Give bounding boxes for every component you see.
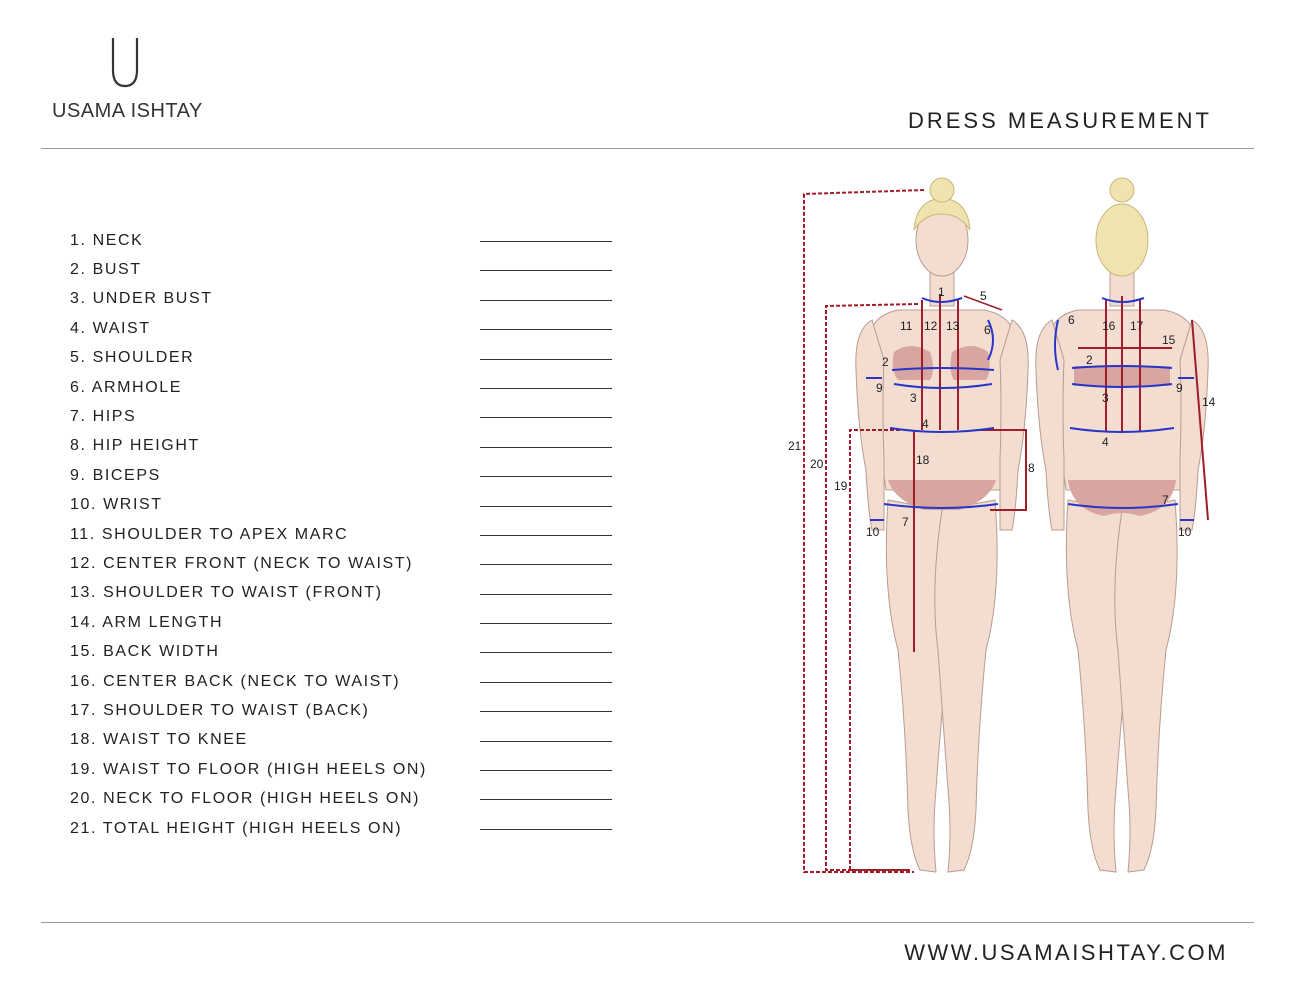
measurement-row bbox=[70, 755, 630, 784]
measurement-row bbox=[70, 344, 630, 373]
measurement-row bbox=[70, 432, 630, 461]
measurement-row bbox=[70, 579, 630, 608]
back-label-7: 7 bbox=[1162, 493, 1169, 507]
brand-monogram-icon bbox=[95, 30, 155, 94]
measurement-label: 19. WAIST TO FLOOR (HIGH HEELS ON) bbox=[70, 760, 427, 778]
measurement-row bbox=[70, 373, 630, 402]
measurement-label: 11. SHOULDER TO APEX MARC bbox=[70, 525, 349, 543]
measurement-row bbox=[70, 667, 630, 696]
measurement-label: 17. SHOULDER TO WAIST (BACK) bbox=[70, 701, 370, 719]
measurement-blank[interactable] bbox=[480, 623, 612, 624]
measurement-blank[interactable] bbox=[480, 770, 612, 771]
back-label-2: 2 bbox=[1086, 353, 1093, 367]
measurement-row bbox=[70, 814, 630, 843]
measurement-list bbox=[70, 226, 630, 843]
front-figure bbox=[788, 178, 1035, 872]
measurement-blank[interactable] bbox=[480, 447, 612, 448]
measurement-label: 3. UNDER BUST bbox=[70, 290, 213, 308]
measurement-figure bbox=[780, 170, 1240, 890]
back-label-16: 16 bbox=[1102, 319, 1116, 333]
measurement-row bbox=[70, 461, 630, 490]
back-label-4: 4 bbox=[1102, 435, 1109, 449]
front-label-13: 13 bbox=[946, 319, 960, 333]
front-label-18: 18 bbox=[916, 453, 930, 467]
measurement-label: 14. ARM LENGTH bbox=[70, 613, 224, 631]
measurement-label: 6. ARMHOLE bbox=[70, 378, 183, 396]
measurement-row bbox=[70, 696, 630, 725]
front-label-19: 19 bbox=[834, 479, 848, 493]
footer-divider bbox=[41, 922, 1254, 923]
measurement-label: 4. WAIST bbox=[70, 319, 151, 337]
measurement-row bbox=[70, 491, 630, 520]
front-label-1: 1 bbox=[938, 285, 945, 299]
measurement-row bbox=[70, 726, 630, 755]
measurement-blank[interactable] bbox=[480, 476, 612, 477]
measurement-blank[interactable] bbox=[480, 241, 612, 242]
measurement-row bbox=[70, 255, 630, 284]
measurement-label: 15. BACK WIDTH bbox=[70, 643, 220, 661]
header-divider bbox=[41, 148, 1254, 149]
front-label-20: 20 bbox=[810, 457, 824, 471]
measurement-row bbox=[70, 402, 630, 431]
measurement-blank[interactable] bbox=[480, 300, 612, 301]
front-label-5: 5 bbox=[980, 289, 987, 303]
brand-name: USAMA ISHTAY bbox=[52, 100, 203, 122]
front-label-2: 2 bbox=[882, 355, 889, 369]
measurement-blank[interactable] bbox=[480, 535, 612, 536]
measurement-blank[interactable] bbox=[480, 388, 612, 389]
front-label-9: 9 bbox=[876, 381, 883, 395]
back-label-15: 15 bbox=[1162, 333, 1176, 347]
website-url: WWW.USAMAISHTAY.COM bbox=[904, 940, 1228, 965]
measurement-row bbox=[70, 608, 630, 637]
measurement-label: 7. HIPS bbox=[70, 408, 137, 426]
measurement-blank[interactable] bbox=[480, 799, 612, 800]
back-label-14: 14 bbox=[1202, 395, 1216, 409]
measurement-label: 21. TOTAL HEIGHT (HIGH HEELS ON) bbox=[70, 819, 403, 837]
page-title: DRESS MEASUREMENT bbox=[907, 108, 1212, 133]
measurement-label: 1. NECK bbox=[70, 231, 144, 249]
measurement-blank[interactable] bbox=[480, 594, 612, 595]
front-label-6: 6 bbox=[984, 323, 991, 337]
front-label-21: 21 bbox=[788, 439, 802, 453]
measurement-row bbox=[70, 314, 630, 343]
back-figure bbox=[1036, 178, 1216, 872]
measurement-label: 13. SHOULDER TO WAIST (FRONT) bbox=[70, 584, 383, 602]
measurement-label: 2. BUST bbox=[70, 261, 142, 279]
measurement-row bbox=[70, 549, 630, 578]
measurement-row bbox=[70, 520, 630, 549]
measurement-label: 18. WAIST TO KNEE bbox=[70, 731, 248, 749]
measurement-blank[interactable] bbox=[480, 329, 612, 330]
measurement-label: 9. BICEPS bbox=[70, 466, 161, 484]
front-label-12: 12 bbox=[924, 319, 938, 333]
measurement-blank[interactable] bbox=[480, 359, 612, 360]
measurement-blank[interactable] bbox=[480, 417, 612, 418]
measurement-row bbox=[70, 226, 630, 255]
front-label-11: 11 bbox=[900, 319, 913, 333]
back-label-9: 9 bbox=[1176, 381, 1183, 395]
measurement-blank[interactable] bbox=[480, 682, 612, 683]
measurement-row bbox=[70, 285, 630, 314]
front-label-7: 7 bbox=[902, 515, 909, 529]
measurement-label: 12. CENTER FRONT (NECK TO WAIST) bbox=[70, 554, 414, 572]
back-label-10: 10 bbox=[1178, 525, 1192, 539]
front-label-10: 10 bbox=[866, 525, 880, 539]
measurement-label: 20. NECK TO FLOOR (HIGH HEELS ON) bbox=[70, 790, 421, 808]
front-label-3: 3 bbox=[910, 391, 917, 405]
back-label-17: 17 bbox=[1130, 319, 1144, 333]
measurement-row bbox=[70, 637, 630, 666]
measurement-blank[interactable] bbox=[480, 506, 612, 507]
measurement-label: 5. SHOULDER bbox=[70, 349, 195, 367]
measurement-label: 8. HIP HEIGHT bbox=[70, 437, 200, 455]
measurement-blank[interactable] bbox=[480, 711, 612, 712]
measurement-blank[interactable] bbox=[480, 741, 612, 742]
back-label-6: 6 bbox=[1068, 313, 1075, 327]
brand-logo bbox=[50, 30, 200, 94]
front-label-8: 8 bbox=[1028, 461, 1035, 475]
measurement-label: 10. WRIST bbox=[70, 496, 163, 514]
front-label-4: 4 bbox=[922, 417, 929, 431]
measurement-blank[interactable] bbox=[480, 564, 612, 565]
measurement-blank[interactable] bbox=[480, 270, 612, 271]
measurement-blank[interactable] bbox=[480, 652, 612, 653]
measurement-blank[interactable] bbox=[480, 829, 612, 830]
measurement-label: 16. CENTER BACK (NECK TO WAIST) bbox=[70, 672, 401, 690]
measurement-row bbox=[70, 784, 630, 813]
back-label-3: 3 bbox=[1102, 391, 1109, 405]
